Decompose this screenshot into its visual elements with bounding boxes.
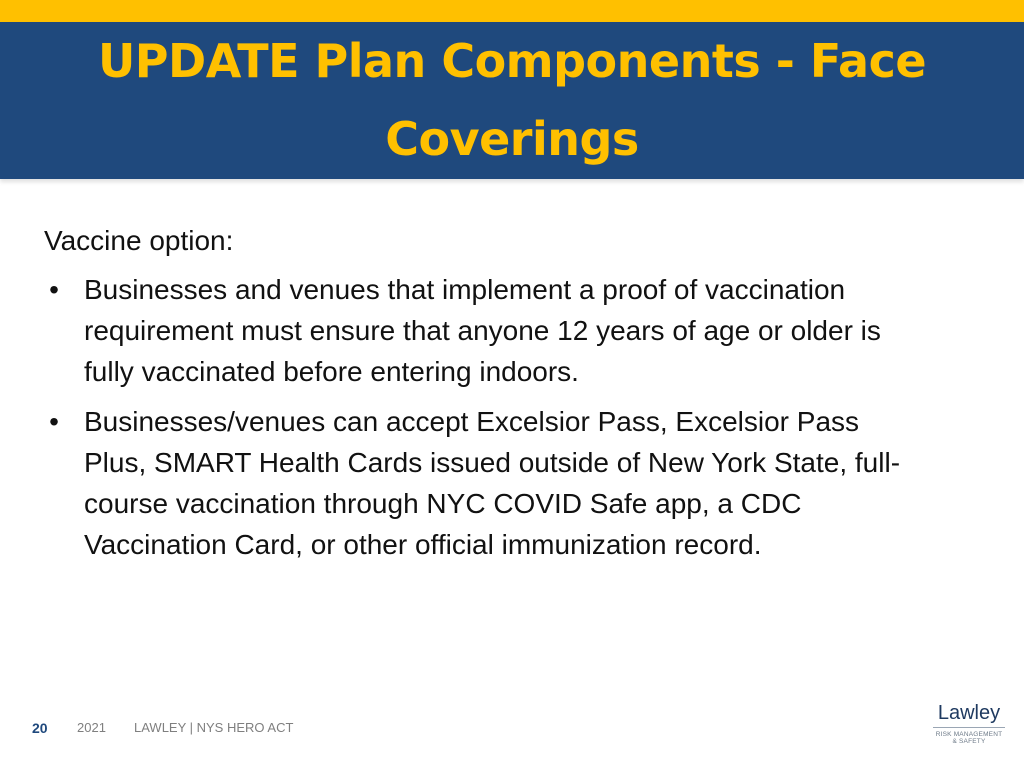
slide-title: UPDATE Plan Components - Face Coverings [97, 34, 927, 166]
logo-tagline: RISK MANAGEMENT & SAFETY [935, 731, 1003, 745]
logo-name: Lawley [937, 702, 1001, 724]
bullet-text: Businesses and venues that implement a proof of vaccination requirement must ensure that anyone 12 years of age or older is fully vaccinated before entering indoors. [84, 274, 881, 387]
bullet-icon: • [49, 274, 59, 305]
page-number: 20 [32, 720, 48, 736]
bullet-text: Businesses/venues can accept Excelsior Pass, Excelsior Pass Plus, SMART Health Cards issued outside of New York State, full-course vaccination through NYC COVID Safe app, a CDC Vaccination Card, or other official immunization record. [84, 406, 901, 560]
bullet-icon: • [49, 406, 59, 437]
slide-body [44, 220, 924, 574]
bullet-list [44, 269, 924, 565]
intro-text: Vaccine option: [44, 225, 234, 256]
bullet-item [44, 401, 924, 565]
lawley-logo [926, 702, 1012, 752]
footer-text: LAWLEY | NYS HERO ACT [134, 720, 294, 735]
top-accent-bar [0, 0, 1024, 22]
logo-divider [933, 727, 1005, 728]
slide-footer [0, 716, 700, 740]
footer-year: 2021 [77, 720, 106, 735]
bullet-item [44, 269, 924, 392]
